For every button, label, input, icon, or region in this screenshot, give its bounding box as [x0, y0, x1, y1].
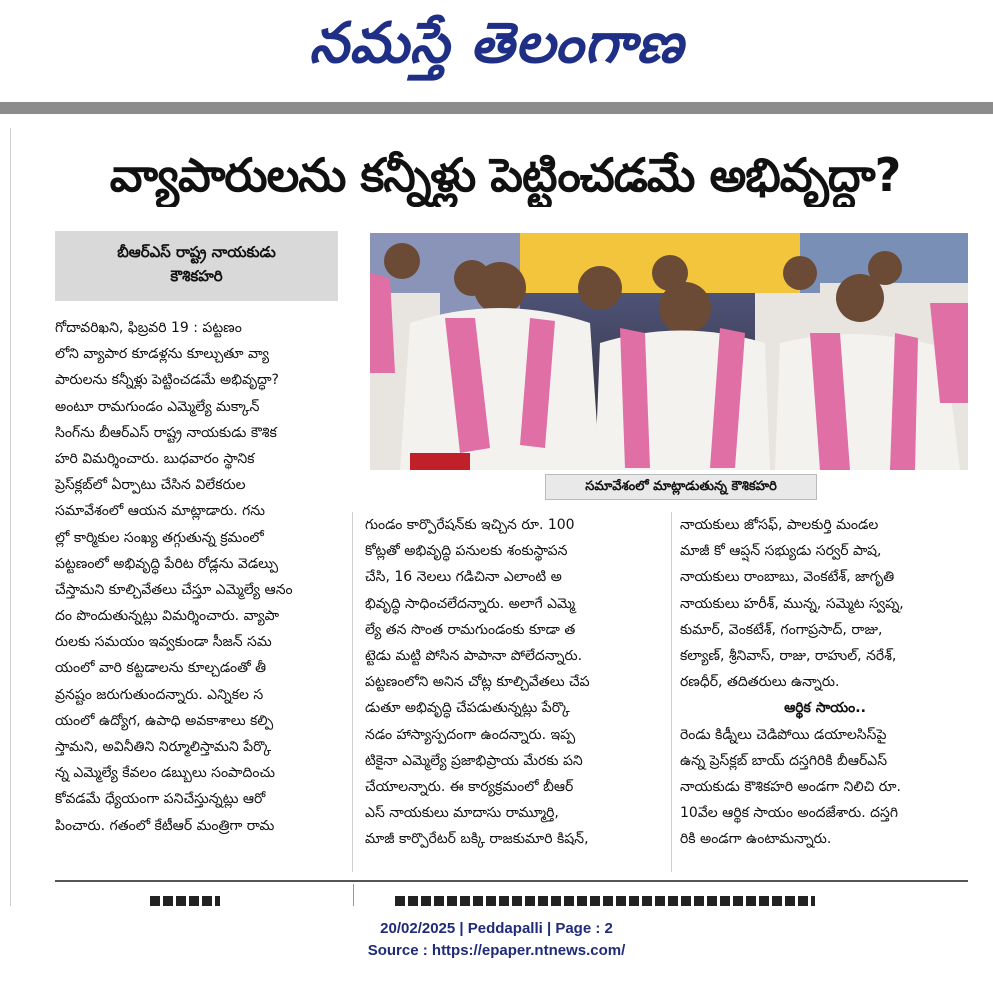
article-line: నాయకులు జోసఫ్, పాలకుర్తి మండల — [680, 517, 879, 533]
article-line: యంలో వారి కట్టడాలను కూల్చడంతో తీ — [55, 660, 267, 677]
masthead — [0, 0, 993, 100]
article-line: మాజీ కో ఆప్షన్ సభ్యుడు సర్వర్ పాష, — [680, 543, 882, 560]
article-column-3 — [680, 512, 970, 875]
news-photo — [370, 233, 968, 470]
article-line: పారులను కన్నీళ్లు పెట్టించడమే అభివృద్ధా? — [55, 372, 279, 389]
column-divider — [353, 884, 354, 906]
article-line: న్న ఎమ్మెల్యే కేవలం డబ్బులు సంపాదించు — [55, 765, 275, 782]
article-column-1 — [55, 315, 340, 875]
article-line: నాయకులు రాంబాబు, వెంకటేశ్, జాగృతి — [680, 569, 895, 586]
byline-box — [55, 231, 338, 301]
article-line: మాజీ కార్పొరేటర్ బక్కి రాజకుమారి కిషన్, — [365, 831, 589, 848]
article-line: సింగ్‌ను బీఆర్ఎస్ రాష్ట్ర నాయకుడు కౌశిక — [55, 424, 277, 441]
masthead-rule — [0, 102, 993, 114]
article-line: పట్టణంలోని అనిన చోట్ల కూల్చివేతలు చేప — [365, 674, 590, 691]
article-line: రణధీర్, తదితరులు ఉన్నారు. — [680, 674, 840, 691]
footer-source: Source : https://epaper.ntnews.com/ — [367, 942, 626, 959]
bottom-rule — [55, 880, 968, 882]
article-line: పట్టణంలో అభివృద్ధి పేరిట రోడ్లను వెడల్పు — [55, 555, 279, 572]
article-line: కుమార్, వెంకటేశ్, గంగాప్రసాద్, రాజు, — [680, 621, 883, 638]
article-line: నాయకుడు కౌశికహరి అండగా నిలిచి రూ. — [680, 778, 901, 795]
column-divider — [671, 512, 672, 872]
article-line: ల్లో కార్మికుల సంఖ్య తగ్గుతున్న క్రమంలో — [55, 529, 264, 546]
next-story-fragments — [55, 884, 968, 906]
article-line: 10వేల ఆర్థిక సాయం అందజేశారు. దస్తగి — [680, 805, 899, 822]
article-line: స్తామని, అవినీతిని నిర్మూలిస్తామని పేర్కొ — [55, 739, 272, 755]
article-line: గోదావరిఖని, ఫిబ్రవరి 19 : పట్టణం — [55, 320, 242, 336]
article-line: అంటూ రామగుండం ఎమ్మెల్యే మక్కాన్ — [55, 398, 260, 415]
article-line: ఎస్ నాయకులు మాదాసు రామ్మూర్తి, — [365, 805, 559, 822]
newspaper-logo: నమస్తే తెలంగాణ — [309, 11, 684, 76]
article-line: డుతూ అభివృద్ధి చేపడుతున్నట్లు పేర్కొ — [365, 700, 570, 717]
footer — [0, 918, 993, 962]
headline: వ్యాపారులను కన్నీళ్లు పెట్టించడమే అభివృద్ధా? — [109, 148, 901, 202]
article-line: కల్యాణ్, శ్రీనివాస్, రాజు, రాహుల్, నరేశ్, — [680, 647, 897, 664]
article-line: చేయాలన్నారు. ఈ కార్యక్రమంలో బీఆర్ — [365, 778, 574, 795]
article-line: రెండు కిడ్నీలు చెడిపోయి డయాలసిస్‌పై — [680, 726, 887, 743]
article-line: నాయకులు హరీశ్, మున్న, సమ్మెట స్వప్న, — [680, 595, 904, 612]
article-line: చేసి, 16 నెలలు గడిచినా ఎలాంటి అ — [365, 569, 562, 586]
article-line: దం పొందుతున్నట్లు విమర్శించారు. వ్యాపా — [55, 608, 280, 625]
column-divider — [352, 512, 353, 872]
byline-title: బీఆర్ఎస్ రాష్ట్ర నాయకుడు — [117, 243, 276, 261]
article-line: సమావేశంలో ఆయన మాట్లాడారు. గను — [55, 503, 265, 520]
subheading: ఆర్థిక సాయం.. — [784, 700, 866, 717]
article-line: కోవడమే ధ్యేయంగా పనిచేస్తున్నట్లు ఆరో — [55, 791, 266, 808]
article-line: రికి అండగా ఉంటామన్నారు. — [680, 831, 832, 848]
article-line: భివృద్ధి సాధించలేదన్నారు. అలాగే ఎమ్మె — [365, 595, 576, 612]
cropped-text-fragment — [395, 884, 815, 906]
article-line: యంలో ఉద్యోగ, ఉపాధి అవకాశాలు కల్పి — [55, 712, 274, 729]
article-line: టికైనా ఎమ్మెల్యే ప్రజాభిప్రాయ మేరకు పని — [365, 752, 583, 769]
article-line: పించారు. గతంలో కేటీఆర్ మంత్రిగా రామ — [55, 817, 275, 834]
article-line: ఉన్న ప్రెస్‌క్లబ్ బాయ్ దస్తగిరికి బీఆర్ఎస్ — [680, 752, 888, 769]
article-line: కోట్లతో అభివృద్ధి పనులకు శంకుస్థాపన — [365, 543, 568, 560]
article-line: హరి విమర్శించారు. బుధవారం స్థానిక — [55, 450, 255, 467]
article-line: ట్టెడు మట్టి పోసిన పాపానా పోలేదన్నారు. — [365, 647, 583, 664]
article-line: గుండం కార్పొరేషన్‌కు ఇచ్చిన రూ. 100 — [365, 517, 575, 533]
cropped-text-fragment — [150, 884, 220, 906]
article-line: ల్యే తన సొంత రామగుండంకు కూడా త — [365, 621, 576, 638]
press-meet-photo — [370, 233, 968, 470]
article-line: చేస్తామని కూల్చివేతలు చేస్తూ ఎమ్మెల్యే ఆనం — [55, 581, 293, 598]
article-line: ప్రెస్‌క్లబ్‌లో ఏర్పాటు చేసిన విలేకరుల — [55, 477, 246, 494]
footer-date-edition: 20/02/2025 | Peddapalli | Page : 2 — [380, 920, 613, 937]
article-line: నడం హాస్యాస్పదంగా ఉందన్నారు. ఇప్ప — [365, 726, 576, 743]
byline-name: కౌశికహరి — [170, 267, 223, 285]
page-edge — [10, 128, 11, 906]
photo-caption: సమావేశంలో మాట్లాడుతున్న కౌశికహరి — [545, 474, 817, 500]
article-line: లోని వ్యాపార కూడళ్లను కూల్చుతూ వ్యా — [55, 346, 270, 363]
article-line: రులకు సమయం ఇవ్వకుండా సీజన్ సమ — [55, 634, 272, 651]
article-line: వ్రనష్టం జరుగుతుందన్నారు. ఎన్నికల స — [55, 686, 264, 703]
article-column-2 — [365, 512, 665, 875]
